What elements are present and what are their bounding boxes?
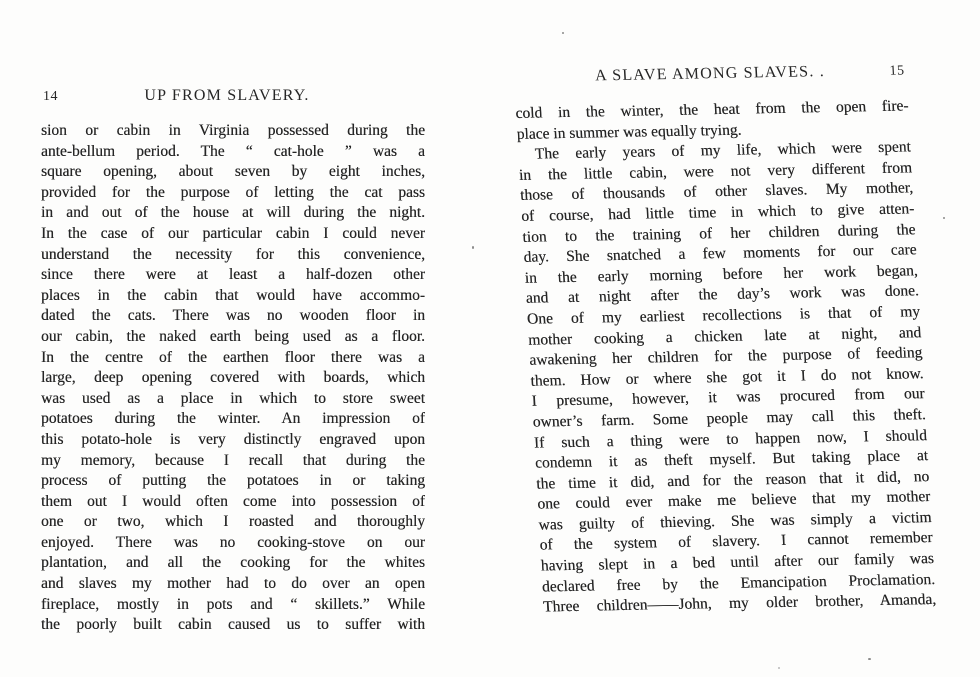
text-line: in the early morning before her work began,: [524, 262, 919, 287]
text-line: them out I would often come into possession of: [41, 492, 425, 510]
right-running-title: A SLAVE AMONG SLAVES. .: [594, 63, 826, 85]
text-line: The early years of my life, which were spent: [534, 138, 912, 163]
text-line: potatoes during the winter. An impression of: [41, 410, 425, 428]
text-line: of course, had little time in which to give atten-: [520, 200, 915, 225]
text-line: was guilty of thieving. She was simply a victim: [538, 508, 932, 534]
text-line: and slaves my mother had to do over an open: [41, 575, 425, 593]
text-line: them. How or where she got it I do not know.: [530, 364, 924, 390]
text-line: declared free by the Emancipation Proclamation.: [541, 570, 936, 596]
scan-speck: [562, 32, 564, 34]
text-line: day. She snatched a few moments for our care: [523, 241, 917, 266]
left-page-header: [41, 86, 425, 106]
right-page: [513, 60, 937, 618]
right-page-number: 15: [889, 63, 905, 79]
text-line: in and out of the house at will during the night.: [41, 204, 425, 222]
text-line: sion or cabin in Virginia possessed during the: [41, 122, 425, 139]
text-line: In the case of our particular cabin I could never: [41, 224, 425, 242]
text-line: tion to the training of her children during the: [521, 220, 916, 246]
text-line: large, deep opening covered with boards, which: [41, 369, 425, 387]
left-page-number: 14: [43, 89, 58, 104]
text-line: dated the cats. There was no wooden floor in: [41, 307, 425, 325]
scan-speck: [472, 246, 474, 249]
text-line: in the little cabin, were not very different from: [518, 159, 913, 184]
text-line: provided for the purpose of letting the cat pass: [41, 183, 425, 201]
right-page-body: [515, 96, 937, 618]
text-line: our cabin, the naked earth being used as a floor.: [41, 327, 425, 345]
text-line: and at night after the day’s work was done.: [525, 282, 920, 308]
scan-speck: [778, 667, 780, 669]
left-page: [41, 86, 425, 636]
text-line: place in summer was equally trying.: [516, 121, 742, 143]
text-line: places in the cabin that would have accommo-: [41, 286, 425, 304]
text-line: ante-bellum period. The “ cat-hole ” was a: [41, 142, 425, 160]
text-line: mother cooking a chicken late at night, and: [527, 323, 922, 349]
text-line: enjoyed. There was no cooking-stove on our: [41, 533, 425, 551]
text-line: the poorly built cabin caused us to suffer with: [41, 616, 425, 634]
text-line: those of thousands of other slaves. My mother,: [519, 179, 914, 205]
text-line: If such a thing were to happen now, I should: [533, 426, 928, 452]
text-line: One of my earliest recollections is that of my: [526, 303, 921, 328]
text-line: fireplace, mostly in pots and “ skillets.” While: [41, 595, 425, 613]
text-line: condemn it as theft myself. But taking place at: [534, 447, 929, 472]
text-line: one could ever make me believe that my mother: [536, 488, 931, 513]
text-line: owner’s farm. Some people may call this theft.: [532, 406, 927, 431]
scan-speck: [943, 217, 945, 219]
text-line: since there were at least a half-dozen other: [41, 266, 425, 284]
text-line: cold in the winter, the heat from the open fire-: [515, 97, 909, 122]
text-line: having slept in a bed until after our family was: [540, 550, 935, 575]
text-line: plantation, and all the cooking for the whites: [41, 554, 425, 572]
text-line: awakening her children for the purpose of feeding: [528, 344, 923, 369]
text-line: square opening, about seven by eight inches,: [41, 163, 425, 181]
text-line: one or two, which I roasted and thoroughly: [41, 513, 425, 531]
left-page-body: [41, 121, 425, 636]
text-line: of the system of slavery. I cannot remember: [539, 529, 934, 555]
scan-speck: [868, 658, 871, 660]
text-line: understand the necessity for this convenience,: [41, 245, 425, 263]
text-line: the time it did, and for the reason that it did, no: [535, 467, 930, 493]
text-line: this potato-hole is very distinctly engraved upon: [41, 430, 425, 448]
text-line: my memory, because I recall that during the: [41, 451, 425, 469]
text-line: In the centre of the earthen floor there was a: [41, 348, 425, 366]
text-line: process of putting the potatoes in or taking: [41, 472, 425, 490]
text-line: I presume, however, it was procured from our: [531, 385, 926, 411]
right-page-header: [513, 60, 907, 88]
text-line: was used as a place in which to store sweet: [41, 389, 425, 407]
left-running-title: UP FROM SLAVERY.: [144, 87, 310, 104]
text-line: Three children——John, my older brother, Amanda,: [542, 591, 937, 616]
